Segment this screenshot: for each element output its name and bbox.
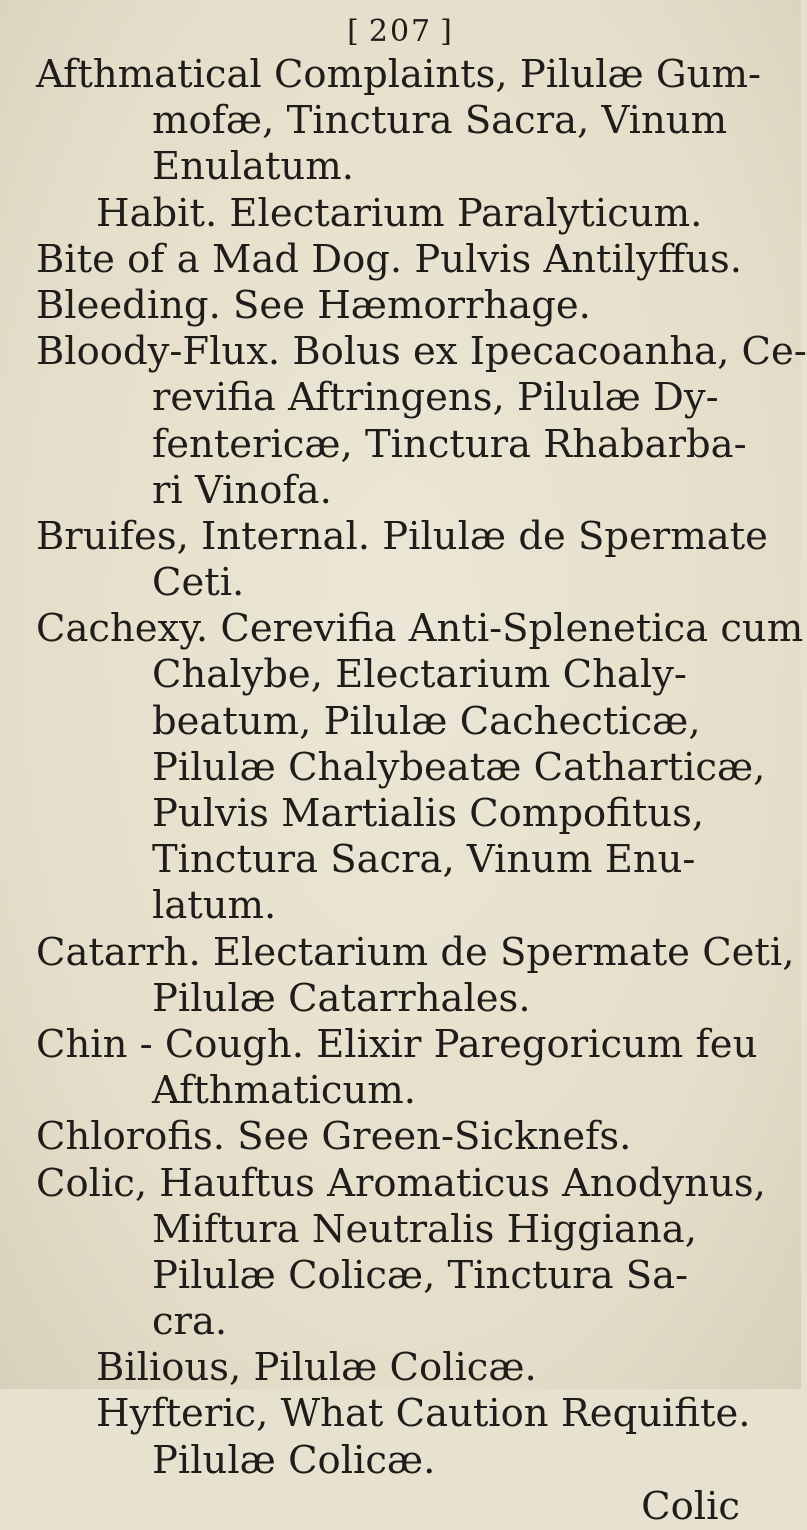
entry-bloody-flux [30, 329, 807, 514]
entry-heading: Colic, Hauftus Aromaticus Anodynus, [36, 1160, 766, 1206]
entry-heading: Chlorofis. See Green-Sicknefs. [36, 1114, 632, 1160]
entry-heading: Afthmatical Complaints, Pilulæ Gum- [36, 52, 761, 97]
entry-chin-cough [30, 1022, 790, 1114]
entry-heading: Bruifes, Internal. Pilulæ de Spermate [36, 513, 768, 559]
entry-heading: Bloody-Flux. Bolus ex Ipecacoanha, Ce- [36, 329, 807, 375]
entry-bruises [30, 514, 790, 606]
sub-entry: Bilious, Pilulæ Colicæ. [96, 1345, 537, 1391]
entry-heading: Bleeding. See Hæmorrhage. [36, 282, 591, 328]
entry-line: cra. [152, 1299, 228, 1345]
entry-line: Pilulæ Catarrhales. [152, 975, 531, 1021]
entry-line: Pilulæ Chalybeatæ Catharticæ, [152, 744, 766, 790]
entry-cachexy [30, 606, 804, 929]
entry-line: revifia Aftringens, Pilulæ Dy- [152, 375, 719, 421]
entry-line: ri Vinofa. [152, 467, 332, 513]
page-number: [ 207 ] [347, 14, 454, 49]
entry-line: fentericæ, Tinctura Rhabarba- [152, 421, 747, 467]
entry-bleeding [30, 283, 790, 329]
index-body [30, 52, 807, 1530]
entry-line: Pilulæ Colicæ, Tinctura Sa- [152, 1252, 689, 1298]
entry-line: Ceti. [152, 560, 245, 606]
entry-line: Afthmaticum. [152, 1068, 416, 1114]
entry-heading: Cachexy. Cerevifia Anti-Splenetica cum [36, 606, 804, 652]
entry-line: mofæ, Tinctura Sacra, Vinum [152, 98, 728, 144]
entry-line: Pulvis Martialis Compofitus, [152, 791, 705, 836]
entry-line: Enulatum. [152, 144, 354, 190]
entry-line: latum. [152, 883, 277, 929]
sub-entry: Habit. Electarium Paralyticum. [96, 190, 703, 236]
entry-line: Chalybe, Electarium Chaly- [152, 652, 687, 698]
entry-catarrh [30, 929, 795, 1022]
entry-colic [30, 1161, 790, 1484]
entry-asthmatical [30, 52, 790, 237]
entry-bite-mad-dog [30, 237, 790, 283]
entry-heading: Chin - Cough. Elixir Paregoricum feu [36, 1021, 758, 1067]
entry-heading: Catarrh. Electarium de Spermate Ceti, [36, 929, 795, 975]
entry-line: Pilulæ Colicæ. [152, 1437, 436, 1483]
entry-heading: Bite of a Mad Dog. Pulvis Antilyffus. [36, 236, 743, 282]
entry-line: beatum, Pilulæ Cachecticæ, [152, 698, 701, 744]
catchword: Colic [641, 1483, 740, 1529]
entry-line: Tinctura Sacra, Vinum Enu- [152, 837, 696, 883]
entry-chlorosis [30, 1114, 790, 1160]
sub-entry: Hyfteric, What Caution Requifite. [96, 1391, 751, 1437]
entry-line: Miftura Neutralis Higgiana, [152, 1206, 697, 1252]
